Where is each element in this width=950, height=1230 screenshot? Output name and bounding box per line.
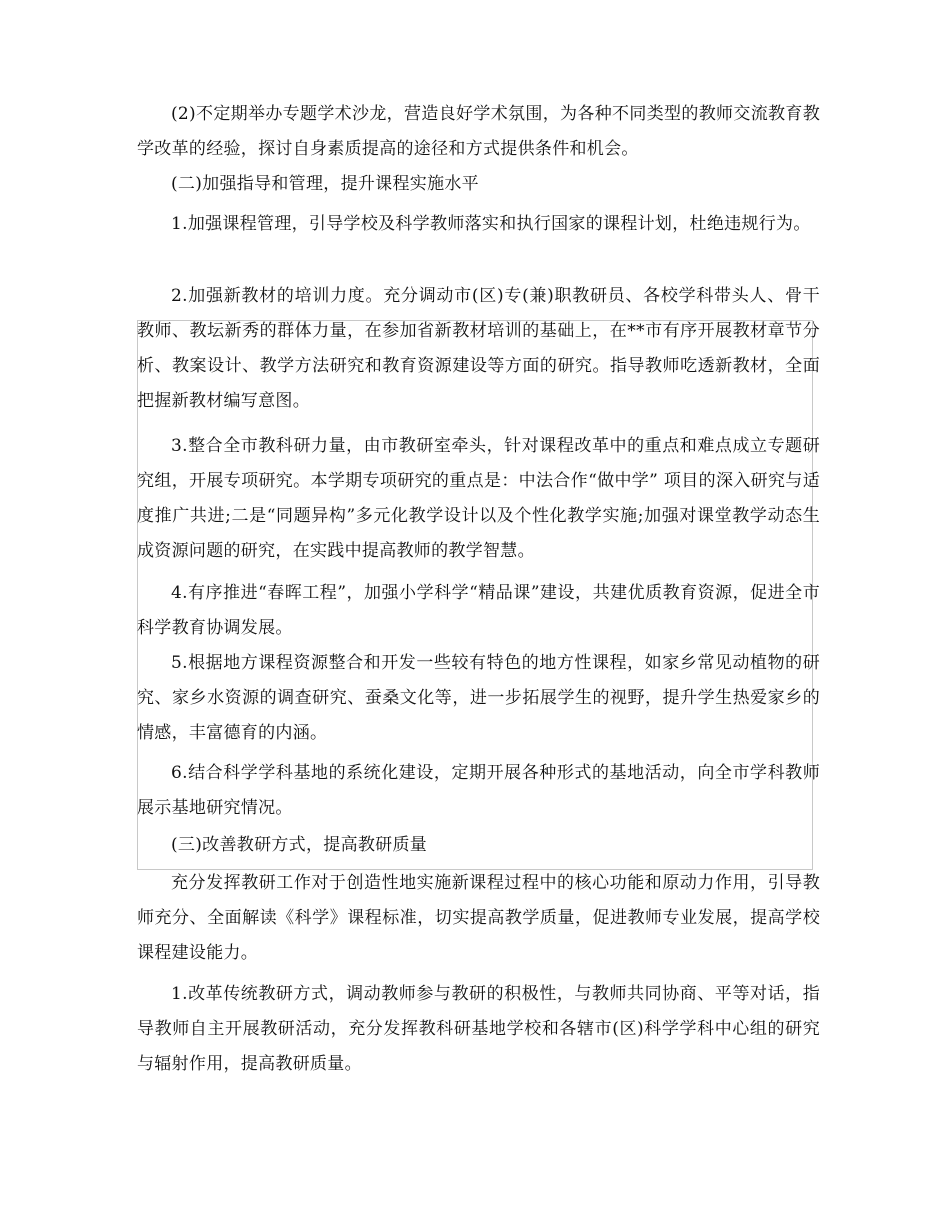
paragraph-local-curriculum: 5.根据地方课程资源整合和开发一些较有特色的地方性课程，如家乡常见动植物的研究、家乡水资源的调查研究、蚕桑文化等，进一步拓展学生的视野，提升学生热爱家乡的情感，丰富德育的内涵。 bbox=[137, 653, 820, 743]
paragraph-research-groups: 3.整合全市教科研力量，由市教研室牵头，针对课程改革中的重点和难点成立专题研究组，开展专项研究。本学期专项研究的重点是：中法合作“做中学” 项目的深入研究与适度推广共进;二是“同题异构”多元化教学设计以及个性化教学实施;加强对课堂教学动态生成资源问题的研究，在实践中提高教师的教学智慧。 bbox=[137, 436, 820, 561]
paragraph-new-textbook-training: 2.加强新教材的培训力度。充分调动市(区)专(兼)职教研员、各校学科带头人、骨干教师、教坛新秀的群体力量，在参加省新教材培训的基础上，在**市有序开展教材章节分析、教案设计、教学方法研究和教育资源建设等方面的研究。指导教师吃透新教材，全面把握新教材编写意图。 bbox=[137, 286, 820, 411]
paragraph-teaching-research-role: 充分发挥教研工作对于创造性地实施新课程过程中的核心功能和原动力作用，引导教师充分、全面解读《科学》课程标准，切实提高教学质量，促进教师专业发展，提高学校课程建设能力。 bbox=[137, 873, 820, 963]
paragraph-reform-research-methods: 1.改革传统教研方式，调动教师参与教研的积极性，与教师共同协商、平等对话，指导教师自主开展教研活动，充分发挥教科研基地学校和各辖市(区)科学学科中心组的研究与辐射作用，提高教研质量。 bbox=[137, 984, 820, 1074]
section-heading-3: (三)改善教研方式，提高教研质量 bbox=[171, 835, 428, 855]
paragraph-subject-base: 6.结合科学学科基地的系统化建设，定期开展各种形式的基地活动，向全市学科教师展示基地研究情况。 bbox=[137, 763, 820, 818]
paragraph-salon: (2)不定期举办专题学术沙龙，营造良好学术氛围，为各种不同类型的教师交流教育教学改革的经验，探讨自身素质提高的途径和方式提供条件和机会。 bbox=[137, 104, 820, 159]
section-heading-2: (二)加强指导和管理，提升课程实施水平 bbox=[171, 174, 479, 194]
paragraph-curriculum-management: 1.加强课程管理，引导学校及科学教师落实和执行国家的课程计划，杜绝违规行为。 bbox=[171, 214, 811, 234]
paragraph-chunhui-project: 4.有序推进“春晖工程”，加强小学科学“精品课”建设，共建优质教育资源，促进全市科学教育协调发展。 bbox=[137, 583, 820, 638]
